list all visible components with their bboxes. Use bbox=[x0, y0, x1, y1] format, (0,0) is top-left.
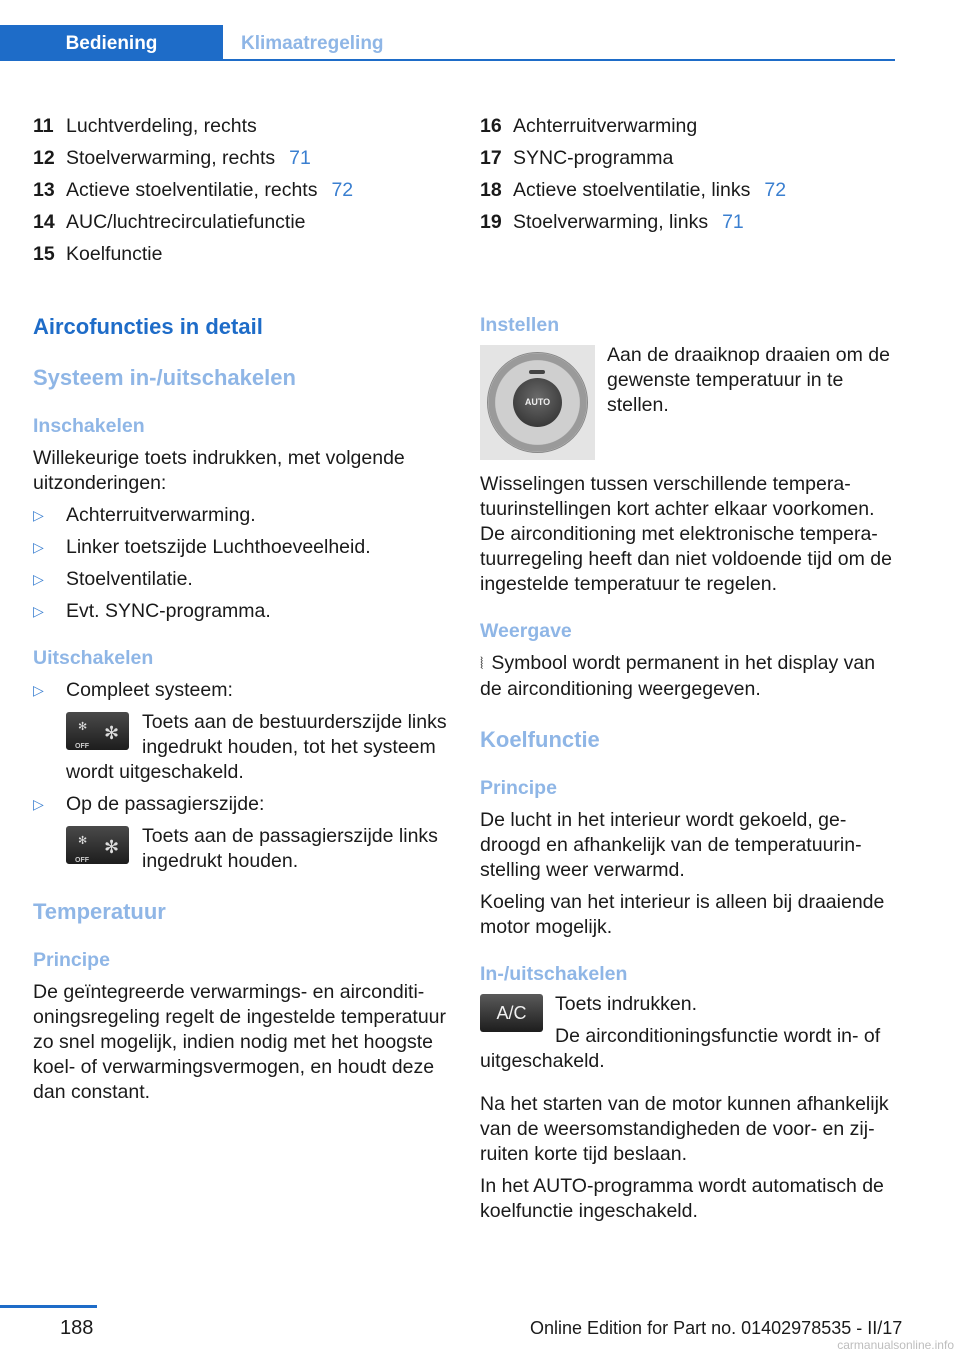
legend-number: 11 bbox=[33, 114, 54, 137]
legend-text: Actieve stoelventilatie, links bbox=[513, 178, 751, 201]
watermark: carmanualsonline.info bbox=[837, 1338, 954, 1352]
legend-item bbox=[33, 206, 448, 238]
passagier-text: Toets aan de passagierszijde links ingedrukt houden. bbox=[142, 825, 438, 872]
heat-waves-icon: ⦚ bbox=[480, 656, 484, 673]
footer-divider bbox=[0, 1305, 97, 1308]
tab-bediening[interactable]: Bediening bbox=[0, 25, 223, 61]
bullet-item bbox=[33, 678, 448, 785]
legend-text: Stoelverwarming, rechts bbox=[66, 146, 276, 169]
legend-item bbox=[480, 110, 898, 142]
top-navigation bbox=[0, 25, 895, 61]
legend-item bbox=[480, 142, 898, 174]
bullet-triangle-icon: ▷ bbox=[33, 603, 44, 619]
legend-number: 17 bbox=[480, 146, 502, 169]
bullet-item bbox=[33, 792, 448, 874]
heading-koelfunctie: Koelfunctie bbox=[480, 727, 600, 752]
heading-weergave: Weergave bbox=[480, 620, 572, 642]
fan-icon: ✻ bbox=[104, 723, 120, 743]
bullet-item: ▷ Stoelventilatie. bbox=[33, 568, 193, 590]
legend-text: Stoelverwarming, links bbox=[513, 210, 709, 233]
fan-off-button-image bbox=[66, 712, 129, 750]
legend-list-right bbox=[480, 110, 898, 238]
legend-number: 12 bbox=[33, 146, 55, 169]
minus-icon bbox=[529, 370, 545, 374]
bullet-item: ▷ Evt. SYNC-programma. bbox=[33, 600, 271, 622]
heading-principe: Principe bbox=[33, 949, 110, 971]
wissel-text: Wisselingen tussen verschillende temperatuurinstellingen kort achter elkaar voorkomen. De airconditioning met elektronische temperatuurregeling heeft dan niet voldoende tijd om de ingestelde temperatuur te regelen. bbox=[480, 473, 892, 595]
heading-systeem: Systeem in-/uitschakelen bbox=[33, 365, 296, 390]
legend-text: Achterruitverwarming bbox=[513, 114, 698, 137]
page-reference-link[interactable]: 71 bbox=[289, 146, 311, 169]
page-reference-link[interactable]: 71 bbox=[722, 210, 744, 233]
bullet-passagier: Op de passagierszijde: bbox=[66, 793, 265, 815]
bullet-triangle-icon: ▷ bbox=[33, 796, 44, 812]
auto-button-label: AUTO bbox=[513, 378, 562, 427]
uitschakelen-bullets bbox=[33, 678, 448, 874]
inschakelen-bullets bbox=[33, 503, 448, 624]
inuit-text2: De airconditioningsfunctie wordt in- of uitgeschakeld. bbox=[480, 1025, 881, 1072]
heading-uitschakelen: Uitschakelen bbox=[33, 647, 154, 669]
right-column bbox=[480, 110, 898, 1224]
principe-text2: Koeling van het interieur is alleen bij draaiende motor mogelijk. bbox=[480, 891, 885, 938]
legend-item bbox=[33, 142, 448, 174]
legend-number: 19 bbox=[480, 210, 502, 233]
page-reference-link[interactable]: 72 bbox=[331, 178, 354, 201]
legend-text: SYNC-programma bbox=[513, 146, 674, 169]
principe-text1: De lucht in het interieur wordt gekoeld, gedroogd en afhankelijk van de temperatuurinstelling weer verwarmd. bbox=[480, 809, 862, 881]
bullet-compleet: Compleet systeem: bbox=[66, 679, 233, 701]
inschakelen-text: Willekeurige toets indrukken, met volgende uitzonderingen: bbox=[33, 447, 405, 494]
page-number: 188 bbox=[60, 1317, 94, 1339]
fan-off-button-image bbox=[66, 826, 129, 864]
na-text1: Na het starten van de motor kunnen afhankelijk van de weersomstandigheden de voor- en zijruiten korte tijd beslaan. bbox=[480, 1093, 889, 1165]
legend-text: Actieve stoelventilatie, rechts bbox=[66, 178, 318, 201]
heading-inuit: In-/uitschakelen bbox=[480, 963, 628, 985]
off-label: OFF bbox=[75, 743, 89, 750]
fan-icon: ✻ bbox=[104, 837, 120, 857]
legend-item bbox=[33, 110, 448, 142]
principe-text: De geïntegreerde verwarmings- en airconditioningsregeling regelt de ingestelde temperatuur zo snel mogelijk, indien nodig met het hoogste koel- of verwarmingsvermogen, en houdt deze dan constant. bbox=[33, 981, 447, 1103]
bullet-triangle-icon: ▷ bbox=[33, 507, 44, 523]
fan-small-icon: ✻ bbox=[78, 835, 88, 847]
legend-number: 18 bbox=[480, 178, 502, 201]
ac-button-image: A/C bbox=[480, 994, 543, 1032]
weergave-paragraph bbox=[480, 651, 898, 702]
edition-text: Online Edition for Part no. 01402978535 - II/17 bbox=[530, 1318, 903, 1338]
legend-number: 15 bbox=[33, 242, 55, 265]
temperature-knob-image bbox=[480, 345, 595, 460]
legend-number: 16 bbox=[480, 114, 502, 137]
heading-aircofuncties: Aircofuncties in detail bbox=[33, 314, 263, 339]
weergave-text: Symbool wordt permanent in het display van de airconditioning weergegeven. bbox=[480, 652, 876, 700]
off-label: OFF bbox=[75, 857, 89, 864]
tab-klimaatregeling[interactable]: Klimaatregeling bbox=[241, 32, 384, 54]
bullet-triangle-icon: ▷ bbox=[33, 539, 44, 555]
legend-item bbox=[33, 174, 448, 206]
page-reference-link[interactable]: 72 bbox=[764, 178, 787, 201]
legend-item bbox=[480, 174, 898, 206]
heading-principe-right: Principe bbox=[480, 777, 557, 799]
legend-item bbox=[33, 238, 448, 270]
na-text2: In het AUTO-programma wordt automatisch de koelfunctie ingeschakeld. bbox=[480, 1175, 884, 1222]
legend-number: 13 bbox=[33, 178, 55, 201]
instellen-text: Aan de draaiknop draaien om de gewenste temperatuur in te stellen. bbox=[607, 344, 890, 416]
legend-text: Koelfunctie bbox=[66, 242, 163, 265]
legend-item bbox=[480, 206, 898, 238]
compleet-text: Toets aan de bestuurderszijde links ingedrukt houden, tot het systeem wordt uitgeschakeld. bbox=[66, 711, 447, 783]
bullet-item: ▷ Achterruitverwarming. bbox=[33, 504, 256, 526]
legend-list-left bbox=[33, 110, 448, 270]
bullet-item: ▷ Linker toetszijde Luchthoeveelheid. bbox=[33, 536, 371, 558]
heading-instellen: Instellen bbox=[480, 314, 560, 336]
legend-text: AUC/luchtrecirculatiefunctie bbox=[66, 210, 306, 233]
legend-text: Luchtverdeling, rechts bbox=[66, 114, 257, 137]
heading-temperatuur: Temperatuur bbox=[33, 899, 166, 924]
bullet-triangle-icon: ▷ bbox=[33, 571, 44, 587]
left-column bbox=[33, 110, 448, 1105]
legend-number: 14 bbox=[33, 210, 55, 233]
heading-inschakelen: Inschakelen bbox=[33, 415, 145, 437]
bullet-triangle-icon: ▷ bbox=[33, 682, 44, 698]
header-divider bbox=[0, 59, 895, 61]
fan-small-icon: ✻ bbox=[78, 721, 88, 733]
inuit-text1: Toets indrukken. bbox=[555, 993, 697, 1015]
